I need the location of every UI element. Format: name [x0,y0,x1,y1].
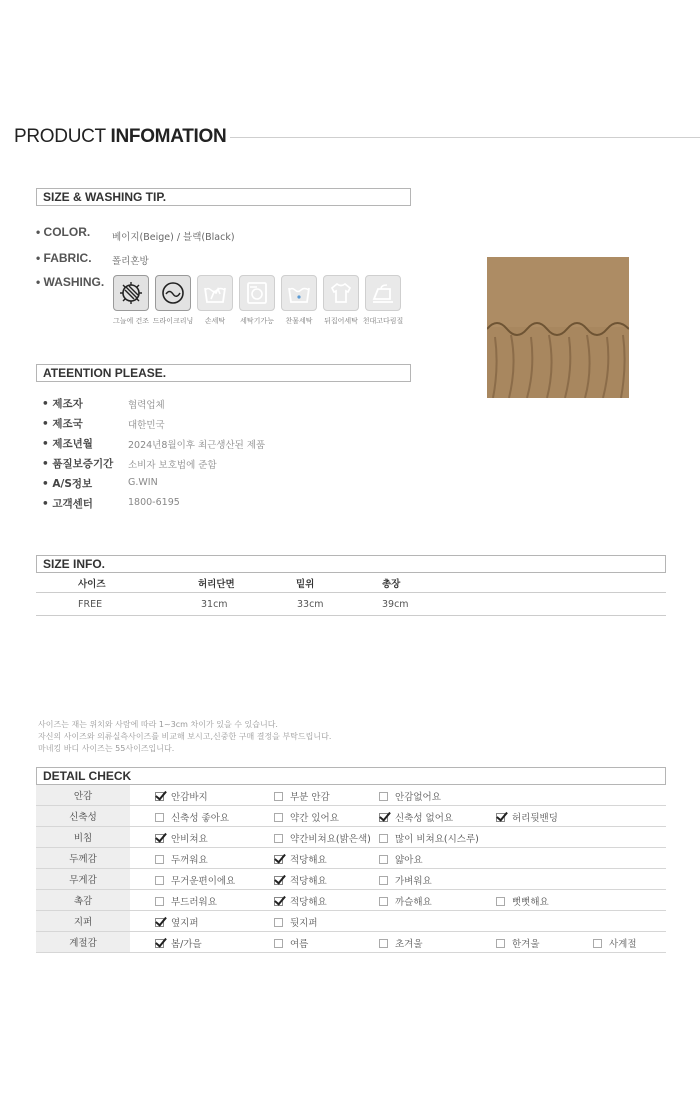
size-washing-heading: SIZE & WASHING TIP. [36,188,411,206]
detail-option-label: 사계절 [609,939,637,950]
size-cell: FREE [36,593,197,616]
detail-row-options [130,785,666,806]
unchecked-checkbox[interactable] [274,792,283,801]
cold-wash-caption: 찬물세탁 [285,317,313,325]
color-value: 베이지(Beige) / 블랙(Black) [112,232,235,243]
detail-row-options [130,848,666,869]
detail-option[interactable] [379,789,441,803]
unchecked-checkbox[interactable] [593,939,602,948]
attention-label-date: • 제조년월 [42,438,93,450]
attention-value-maker: 협력업체 [128,400,165,411]
fabric-value: 폴리혼방 [112,256,149,267]
detail-option-label: 부드러워요 [171,897,217,908]
detail-row-label: 안감 [36,785,130,806]
detail-option-label: 적당해요 [290,876,327,887]
unchecked-checkbox[interactable] [379,939,388,948]
table-row [36,593,666,616]
detail-row-label: 계절감 [36,932,130,953]
attention-value-date: 2024년8월이후 최근생산된 제품 [128,440,266,451]
detail-option-label: 까슬해요 [395,897,432,908]
table-row [36,890,666,911]
detail-option-label: 한겨울 [512,939,540,950]
detail-option[interactable] [155,873,235,887]
checked-checkbox[interactable] [274,876,283,885]
detail-option-label: 여름 [290,939,309,950]
detail-option[interactable] [379,936,423,950]
detail-option[interactable] [155,915,199,929]
attention-value-cs: 1800-6195 [128,497,180,508]
detail-option-label: 부분 안감 [290,792,330,803]
dry-clean-icon [155,275,191,311]
table-row [36,827,666,848]
detail-option-label: 가벼워요 [395,876,432,887]
unchecked-checkbox[interactable] [274,834,283,843]
detail-option-label: 봄/가을 [171,939,202,950]
detail-option-label: 안비쳐요 [171,834,208,845]
detail-option-label: 약간 있어요 [290,813,339,824]
unchecked-checkbox[interactable] [496,897,505,906]
size-note-2: 자신의 사이즈와 의류실측사이즈를 비교해 보시고,신중한 구매 결정을 부탁드립니다. [38,732,332,741]
page-title-light: PRODUCT [14,126,111,147]
attention-label-warranty: • 품질보증기간 [42,458,114,470]
attention-label-cs: • 고객센터 [42,498,93,510]
detail-option[interactable] [379,831,479,845]
detail-option[interactable] [155,936,202,950]
page-title [14,126,226,148]
detail-row-label: 지퍼 [36,911,130,932]
detail-row-label: 촉감 [36,890,130,911]
unchecked-checkbox[interactable] [274,939,283,948]
fabric-label: • FABRIC. [36,251,92,265]
dry-clean-caption: 드라이크리닝 [152,317,194,325]
detail-option[interactable] [593,936,637,950]
detail-row-label: 두께감 [36,848,130,869]
detail-check-table [36,785,666,953]
detail-option[interactable] [274,831,371,845]
unchecked-checkbox[interactable] [379,834,388,843]
machine-wash-icon [239,275,275,311]
shade-dry-caption: 그늘에 건조 [112,317,150,325]
attention-value-warranty: 소비자 보호법에 준함 [128,460,217,471]
size-note-1: 사이즈는 재는 위치와 사람에 따라 1~3cm 차이가 있을 수 있습니다. [38,720,278,729]
attention-heading: ATEENTION PLEASE. [36,364,411,382]
unchecked-checkbox[interactable] [274,918,283,927]
size-info-heading: SIZE INFO. [36,555,666,573]
attention-label-maker: • 제조자 [42,398,83,410]
detail-option-label: 초겨울 [395,939,423,950]
attention-value-country: 대한민국 [128,420,165,431]
checked-checkbox[interactable] [274,897,283,906]
checked-checkbox[interactable] [274,855,283,864]
color-label: • COLOR. [36,225,91,239]
detail-row-options [130,806,666,827]
detail-option-label: 얇아요 [395,855,423,866]
unchecked-checkbox[interactable] [155,897,164,906]
size-table [36,574,666,616]
detail-option[interactable] [379,852,423,866]
detail-option[interactable] [274,915,318,929]
detail-option-label: 안감없어요 [395,792,441,803]
detail-row-options [130,932,666,953]
cloth-iron-icon [365,275,401,311]
rise-cell: 33cm [295,593,381,616]
attention-value-as: G.WIN [128,477,158,488]
detail-option[interactable] [274,873,327,887]
detail-option[interactable] [379,810,453,824]
checked-checkbox[interactable] [379,813,388,822]
checked-checkbox[interactable] [155,918,164,927]
shade-dry-icon [113,275,149,311]
detail-option-label: 약간비쳐요(밝은색) [290,834,371,845]
size-table-header [36,574,666,593]
length-cell: 39cm [381,593,666,616]
checked-checkbox[interactable] [496,813,505,822]
detail-option[interactable] [496,894,549,908]
fabric-swatch-image [487,257,629,398]
unchecked-checkbox[interactable] [155,876,164,885]
unchecked-checkbox[interactable] [155,855,164,864]
detail-option-label: 신축성 없어요 [395,813,454,824]
table-row [36,932,666,953]
size-col-waist: 허리단면 [197,574,295,593]
detail-row-options [130,827,666,848]
detail-option-label: 신축성 좋아요 [171,813,230,824]
table-row [36,848,666,869]
detail-row-label: 무게감 [36,869,130,890]
hand-wash-icon [197,275,233,311]
detail-row-label: 비침 [36,827,130,848]
detail-row-options [130,911,666,932]
detail-option[interactable] [155,894,217,908]
unchecked-checkbox[interactable] [496,939,505,948]
detail-check-heading: DETAIL CHECK [36,767,666,785]
detail-option-label: 적당해요 [290,855,327,866]
title-divider [230,137,700,138]
size-note-3: 마네킹 바디 사이즈는 55사이즈입니다. [38,744,175,753]
checked-checkbox[interactable] [155,792,164,801]
waist-cell: 31cm [197,593,295,616]
cold-wash-icon [281,275,317,311]
detail-option[interactable] [155,789,208,803]
detail-option-label: 옆지퍼 [171,918,199,929]
inside-out-wash-icon [323,275,359,311]
detail-option[interactable] [379,873,432,887]
detail-option[interactable] [155,810,229,824]
unchecked-checkbox[interactable] [379,876,388,885]
detail-option[interactable] [274,810,339,824]
attention-label-as: • A/S정보 [42,478,93,490]
detail-option-label: 안감바지 [171,792,208,803]
checked-checkbox[interactable] [155,834,164,843]
inside-out-wash-caption: 뒤집어세탁 [324,317,358,325]
unchecked-checkbox[interactable] [379,897,388,906]
cloth-iron-caption: 천대고다림질 [362,317,404,325]
detail-option-label: 허리뒷밴딩 [512,813,558,824]
table-row [36,869,666,890]
size-col-size: 사이즈 [36,574,197,593]
detail-option[interactable] [274,789,330,803]
size-col-length: 총장 [381,574,666,593]
detail-option-label: 뒷지퍼 [290,918,318,929]
unchecked-checkbox[interactable] [379,792,388,801]
unchecked-checkbox[interactable] [155,813,164,822]
detail-option[interactable] [496,936,540,950]
detail-option[interactable] [274,894,327,908]
detail-option-label: 많이 비쳐요(시스루) [395,834,479,845]
detail-option-label: 무거운편이에요 [171,876,236,887]
checked-checkbox[interactable] [155,939,164,948]
table-row [36,785,666,806]
machine-wash-caption: 세탁기가능 [240,317,274,325]
detail-option-label: 뻣뻣해요 [512,897,549,908]
unchecked-checkbox[interactable] [274,813,283,822]
table-row [36,806,666,827]
detail-row-label: 신축성 [36,806,130,827]
attention-label-country: • 제조국 [42,418,83,430]
washing-label: • WASHING. [36,275,105,289]
page-title-bold: INFOMATION [110,126,227,147]
table-row [36,911,666,932]
hand-wash-caption: 손세탁 [204,317,226,325]
detail-option[interactable] [155,852,208,866]
detail-option[interactable] [496,810,558,824]
detail-option[interactable] [274,936,308,950]
unchecked-checkbox[interactable] [379,855,388,864]
detail-option-label: 두꺼워요 [171,855,208,866]
detail-option[interactable] [155,831,208,845]
detail-option[interactable] [379,894,432,908]
detail-row-options [130,890,666,911]
detail-row-options [130,869,666,890]
detail-option-label: 적당해요 [290,897,327,908]
size-col-rise: 밑위 [295,574,381,593]
detail-option[interactable] [274,852,327,866]
